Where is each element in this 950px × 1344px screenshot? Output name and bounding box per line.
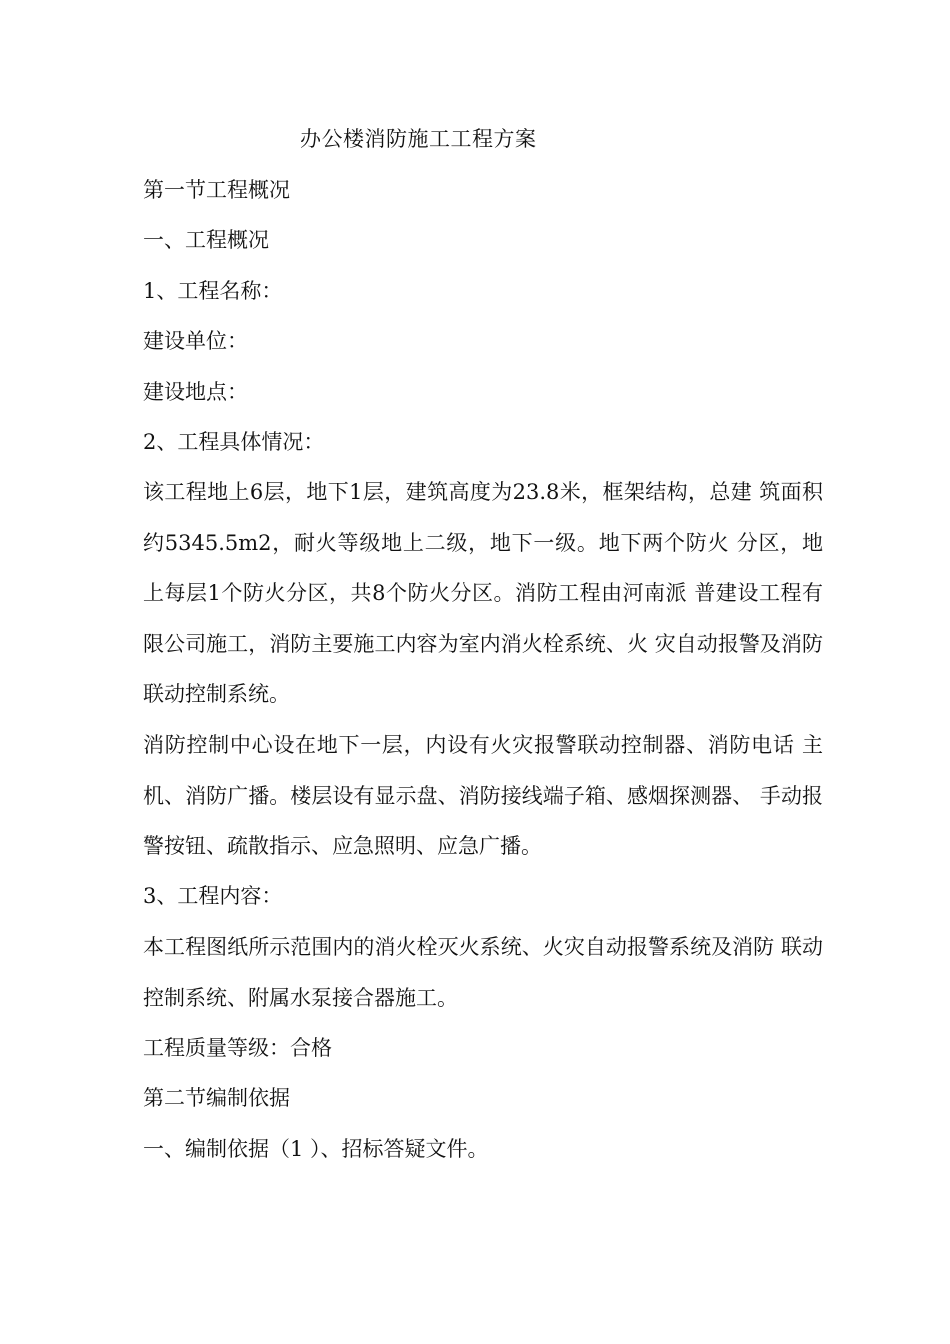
paragraph-project-scope: 本工程图纸所示范围内的消火栓灭火系统、火灾自动报警系统及消防 联动控制系统、附属水泵接合器施工。 bbox=[143, 935, 823, 1010]
quality-level: 工程质量等级：合格 bbox=[143, 1036, 332, 1060]
item3-heading: 3、工程内容： bbox=[143, 884, 283, 908]
paragraph-project-details: 该工程地上6层，地下1层，建筑高度为23.8米，框架结构，总建 筑面积约5345.5m2，耐火等级地上二级，地下一级。地下两个防火 分区，地上每层1个防火分区，共8个防火分区。消防工程由河南派 普建设工程有限公司施工，消防主要施工内容为室内消火栓系统、火 灾自动报警及消防联动控制系统。 bbox=[143, 480, 823, 706]
basis-item1: 一、编制依据（1 ）、招标答疑文件。 bbox=[143, 1137, 489, 1161]
document-title: 办公楼消防施工工程方案 bbox=[300, 127, 537, 151]
item1-project-name: 1、工程名称： bbox=[143, 279, 283, 303]
section1-heading: 第一节工程概况 bbox=[143, 178, 290, 202]
builder-label: 建设单位： bbox=[143, 329, 248, 353]
item2-heading: 2、工程具体情况： bbox=[143, 430, 325, 454]
location-label: 建设地点： bbox=[143, 380, 248, 404]
sub1-heading: 一、工程概况 bbox=[143, 228, 269, 252]
paragraph-control-center: 消防控制中心设在地下一层，内设有火灾报警联动控制器、消防电话 主机、消防广播。楼层设有显示盘、消防接线端子箱、感烟探测器、 手动报警按钮、疏散指示、应急照明、应急广播。 bbox=[143, 733, 823, 858]
section2-heading: 第二节编制依据 bbox=[143, 1086, 290, 1110]
